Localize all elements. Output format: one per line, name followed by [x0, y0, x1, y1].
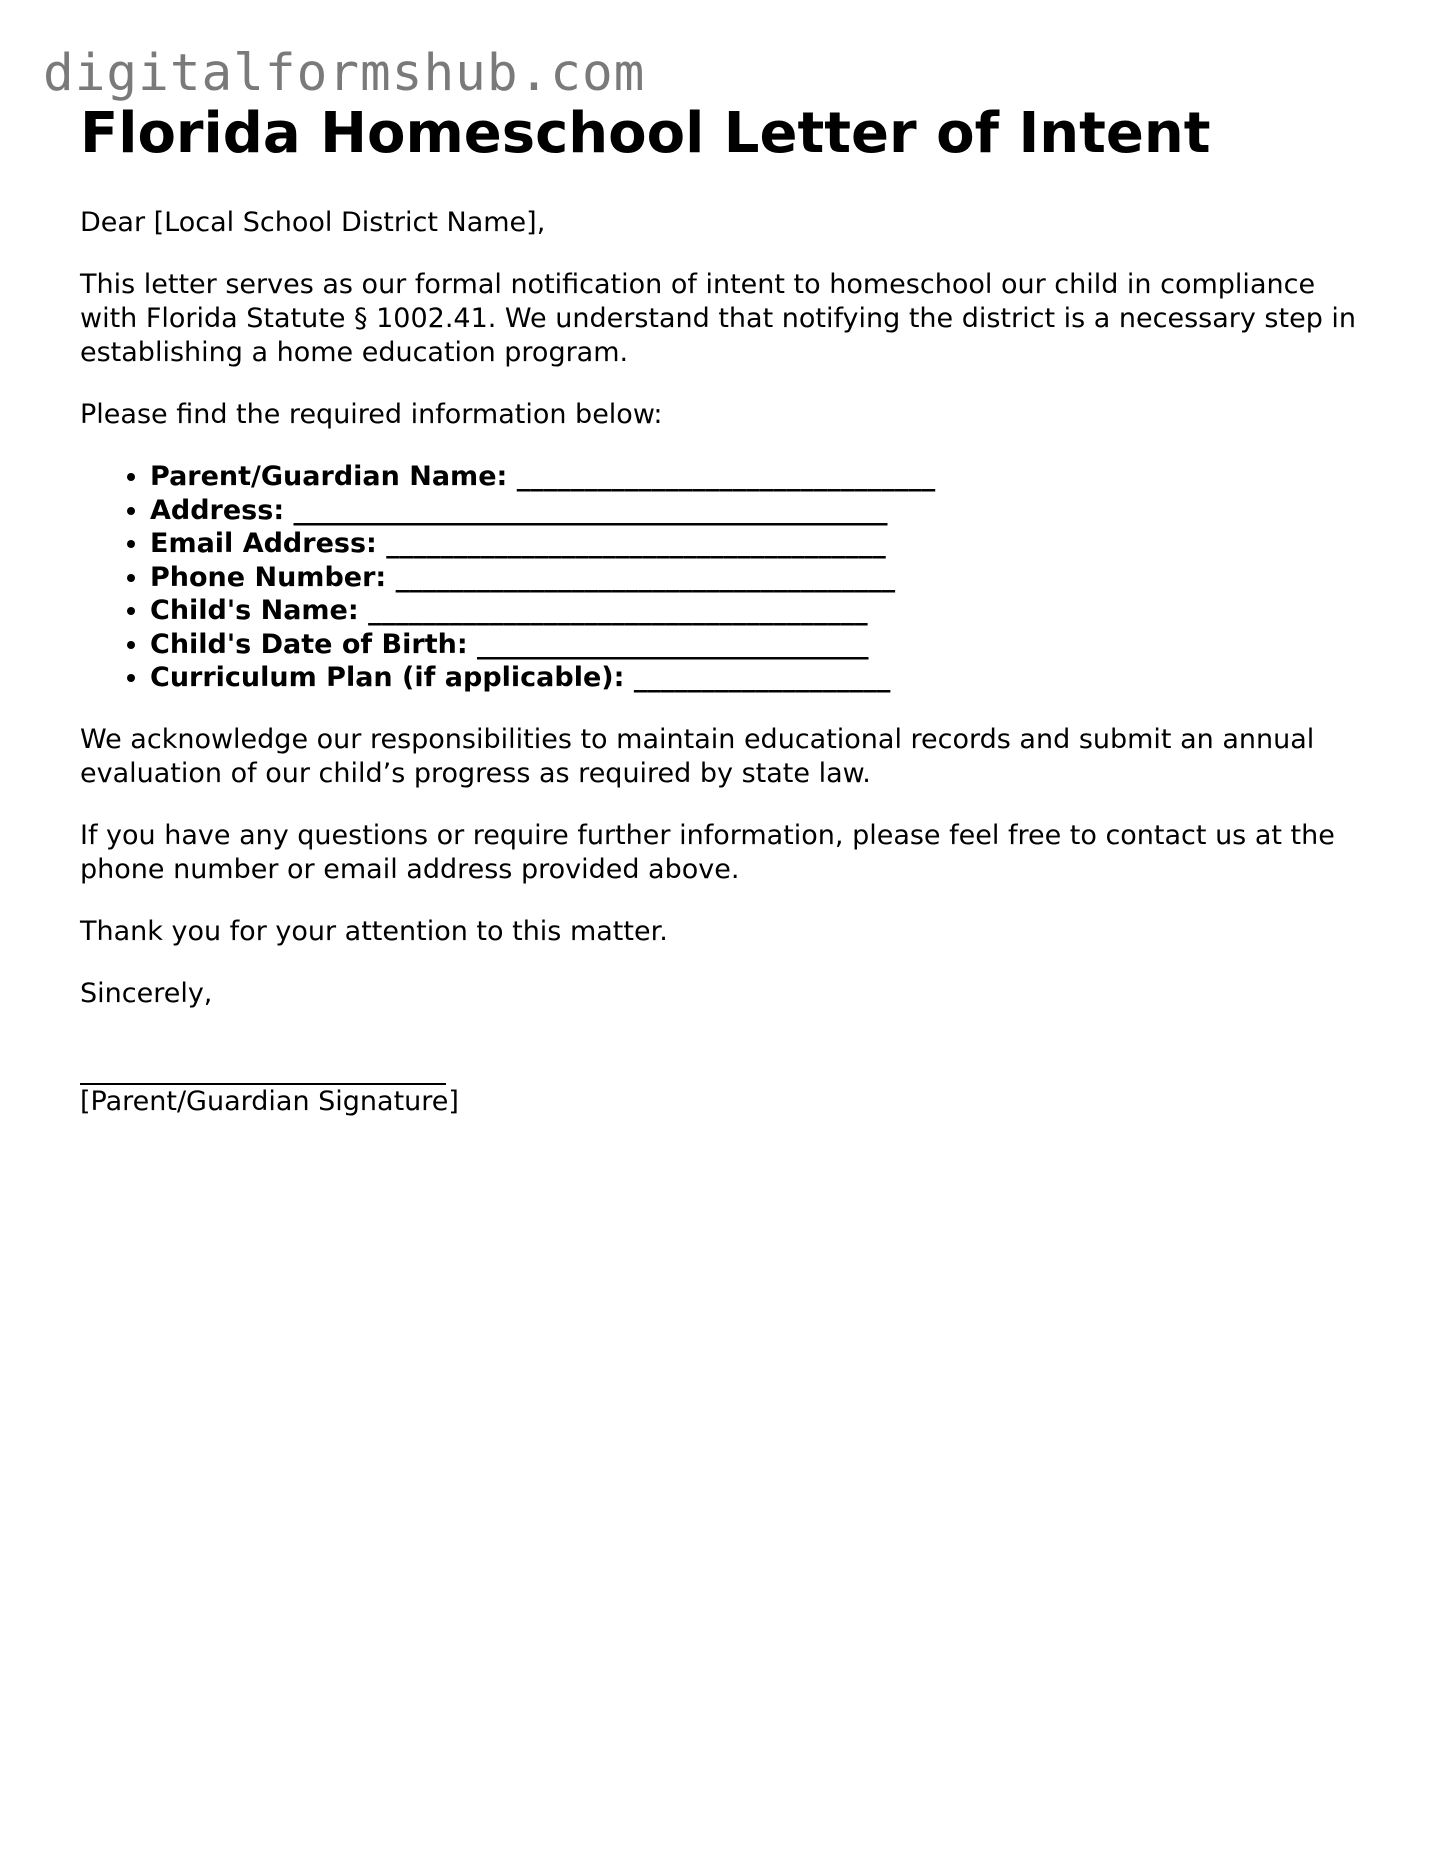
field-parent-guardian-name — [150, 460, 1360, 494]
field-phone-number — [150, 561, 1360, 595]
required-info-lead: Please find the required information below: — [80, 399, 663, 430]
required-fields-list — [80, 460, 1360, 695]
document-title: Florida Homeschool Letter of Intent — [80, 101, 1211, 166]
closing: Sincerely, — [80, 977, 213, 1009]
signature-label: [Parent/Guardian Signature] — [80, 1085, 459, 1117]
field-blank[interactable]: _____________________________ — [477, 628, 869, 660]
field-blank[interactable]: ___________________ — [633, 662, 891, 693]
field-label: Parent/Guardian Name: — [150, 461, 508, 492]
field-label: Phone Number: — [150, 561, 387, 593]
acknowledgement-paragraph: We acknowledge our responsibilities to maintain educational records and submit an annual evaluation of our child’s progress as required by state law. — [80, 723, 1315, 789]
thanks-paragraph: Thank you for your attention to this matter. — [80, 915, 668, 947]
field-blank[interactable]: _______________________________ — [516, 461, 936, 492]
field-blank[interactable]: _____________________________________ — [395, 561, 896, 593]
field-blank[interactable]: _____________________________________ — [386, 528, 886, 559]
field-label: Curriculum Plan (if applicable): — [150, 662, 625, 693]
field-curriculum-plan — [150, 661, 1360, 695]
site-watermark: digitalformshub.com — [43, 44, 646, 103]
field-child-date-of-birth — [150, 628, 1360, 662]
contact-paragraph: If you have any questions or require further information, please feel free to contact us at the phone number or email address provided above. — [80, 819, 1335, 885]
signature-line[interactable] — [80, 1063, 446, 1085]
field-blank[interactable]: ____________________________________________ — [293, 494, 888, 526]
field-email-address — [150, 527, 1360, 561]
field-label: Child's Name: — [150, 595, 359, 626]
letter-document — [80, 100, 1360, 1119]
field-label: Address: — [150, 494, 285, 526]
field-child-name — [150, 594, 1360, 628]
field-address — [150, 494, 1360, 528]
intro-paragraph: This letter serves as our formal notification of intent to homeschool our child in compliance with Florida Statute § 1002.41. We understand that notifying the district is a necessary step in establishing a home education program. — [80, 269, 1357, 368]
field-label: Child's Date of Birth: — [150, 628, 468, 660]
field-label: Email Address: — [150, 528, 377, 559]
salutation: Dear [Local School District Name], — [80, 207, 546, 238]
field-blank[interactable]: _____________________________________ — [368, 595, 868, 626]
